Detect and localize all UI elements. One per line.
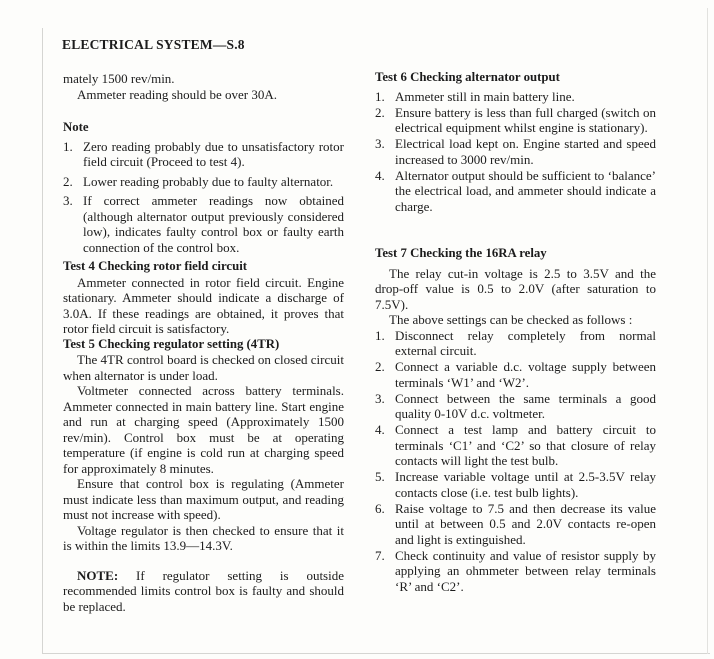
test7-item: 5. Increase variable voltage until at 2.5-3.5V relay contacts close (i.e. test bulb lights). <box>375 469 656 500</box>
page-edge-left <box>42 28 43 654</box>
right-column <box>375 70 656 595</box>
test6-item: 3. Electrical load kept on. Engine started and speed increased to 3000 rev/min. <box>375 136 656 167</box>
page-edge-bottom <box>42 653 710 654</box>
left-column <box>63 71 344 614</box>
note-lead: NOTE: <box>77 567 119 583</box>
test7-list <box>375 328 656 595</box>
regulator-note <box>63 568 344 615</box>
test6-item: 1. Ammeter still in main battery line. <box>375 88 575 104</box>
test5-paragraph: Voltage regulator is then checked to ensure that it is within the limits 13.9—14.3V. <box>63 522 344 553</box>
test7-paragraph: The relay cut-in voltage is 2.5 to 3.5V and the drop-off value is 0.5 to 2.0V (after saturation to 7.5V). <box>375 265 656 312</box>
test7-item: 1. Disconnect relay completely from normal external circuit. <box>375 327 656 358</box>
test6-list <box>375 89 656 215</box>
test4-body: Ammeter connected in rotor field circuit. Engine stationary. Ammeter should indicate a discharge of 3.0A. If these readings are obtained, it proves that rotor field circuit is satisfactory. <box>63 274 344 336</box>
test7-paragraph: The above settings can be checked as follows : <box>389 312 633 327</box>
intro-line-1: mately 1500 rev/min. <box>63 71 175 86</box>
note-list <box>63 139 344 256</box>
test5-paragraph: Ensure that control box is regulating (Ammeter must indicate less than maximum output, and reading must not increase with speed). <box>63 476 344 522</box>
section-header: ELECTRICAL SYSTEM—S.8 <box>62 37 245 52</box>
note-heading: Note <box>63 120 89 134</box>
note-item: 3. If correct ammeter readings now obtained (although alternator output previously considered low), indicates faulty control box or faulty earth connection of the control box. <box>63 193 344 255</box>
note-item: 2. Lower reading probably due to faulty alternator. <box>63 173 334 189</box>
test7-item: 6. Raise voltage to 7.5 and then decrease its value until at between 0.5 and 2.0V contacts re-open and light is extinguished. <box>375 500 656 547</box>
test5-paragraph: Voltmeter connected across battery terminals. Ammeter connected in main battery line. Start engine and run at charging speed (Approximately 1500 rev/min). Control box must be at operating temperature (if engine is cold run at charging speed for approximately 8 minutes. <box>63 383 344 476</box>
note-item: 1. Zero reading probably due to unsatisfactory rotor field circuit (Proceed to test 4). <box>63 138 344 169</box>
test7-item: 7. Check continuity and value of resistor supply by applying an ohmmeter between relay terminals ‘R’ and ‘C2’. <box>375 547 656 594</box>
test6-item: 2. Ensure battery is less than full charged (switch on electrical equipment whilst engine is stationary). <box>375 104 656 135</box>
test7-item: 2. Connect a variable d.c. voltage supply between terminals ‘W1’ and ‘W2’. <box>375 359 656 390</box>
test6-item: 4. Alternator output should be sufficient to ‘balance’ the electrical load, and ammeter should indicate a charge. <box>375 167 656 214</box>
test7-item: 4. Connect a test lamp and battery circuit to terminals ‘C1’ and ‘C2’ so that closure of relay contacts will light the test bulb. <box>375 422 656 468</box>
intro-line-2: Ammeter reading should be over 30A. <box>77 86 278 102</box>
page-edge-right <box>707 8 708 654</box>
test5-heading: Test 5 Checking regulator setting (4TR) <box>63 336 280 351</box>
test6-heading: Test 6 Checking alternator output <box>375 70 560 84</box>
test4-heading: Test 4 Checking rotor field circuit <box>63 259 248 273</box>
test7-item: 3. Connect between the same terminals a good quality 0-10V d.c. voltmeter. <box>375 390 656 421</box>
test7-heading: Test 7 Checking the 16RA relay <box>375 246 547 260</box>
test5-paragraph: The 4TR control board is checked on closed circuit when alternator is under load. <box>63 352 344 383</box>
note-text: If regulator setting is outside recommended limits control box is faulty and should be replaced. <box>63 567 344 614</box>
